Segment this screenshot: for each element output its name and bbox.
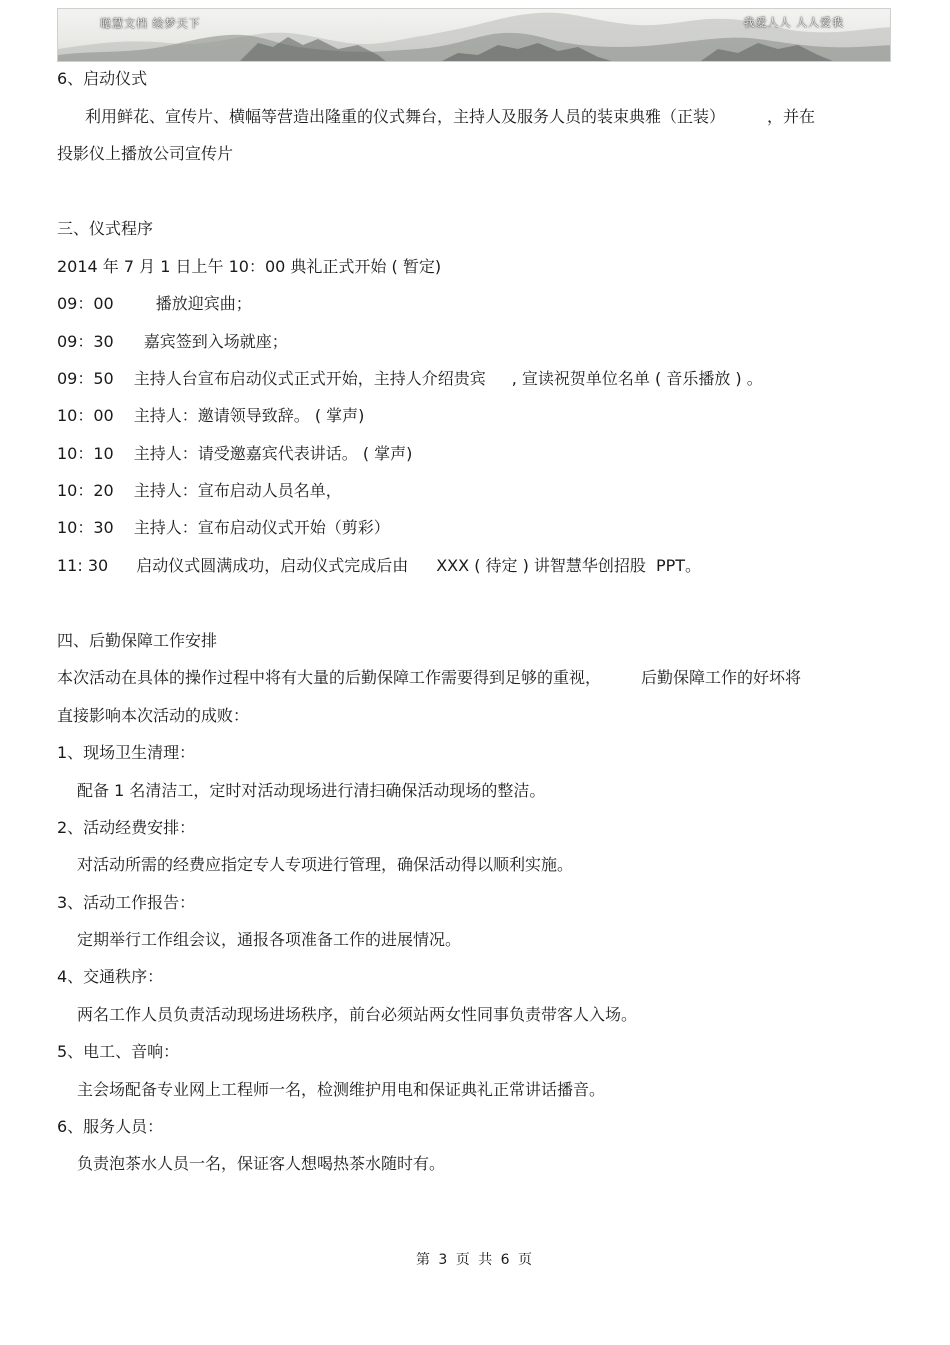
schedule-time: 09：50 [57,369,114,388]
program-date-line: 2014 年 7 月 1 日上午 10：00 典礼正式开始 ( 暂定) [57,257,442,276]
schedule-time: 09：30 [57,332,114,351]
schedule-time: 10：00 [57,406,114,425]
schedule-item [57,369,763,389]
logistics-item-title: 2、活动经费安排： [57,818,196,837]
logistics-heading: 四、后勤保障工作安排 [57,631,218,650]
schedule-text: 主持人台宣布启动仪式正式开始，主持人介绍贵宾 [133,369,486,388]
logistics-item-title: 3、活动工作报告： [57,893,196,912]
schedule-text: 启动仪式圆满成功，启动仪式完成后由 [136,556,409,575]
logistics-item-title: 1、现场卫生清理： [57,743,196,762]
banner-slogan-left: 聪慧文档 绘梦天下 [100,17,201,30]
logistics-item-title: 5、电工、音响： [57,1042,180,1061]
schedule-text-continued: XXX ( 待定 ) 讲智慧华创招股 [436,556,646,575]
launch-paragraph-line2: 投影仪上播放公司宣传片 [57,144,234,163]
launch-paragraph-tail: ，并在 [767,107,816,126]
schedule-item [57,481,342,501]
logistics-item-desc: 对活动所需的经费应指定专人专项进行管理，确保活动得以顺利实施。 [77,855,574,874]
launch-paragraph-line1 [85,107,815,127]
schedule-time: 10：20 [57,481,114,500]
logistics-item-title: 4、交通秩序： [57,967,164,986]
logistics-item-desc: 负责泡茶水人员一名，保证客人想喝热茶水随时有。 [77,1154,446,1173]
schedule-item [57,556,701,576]
schedule-item [57,332,288,352]
header-banner [57,8,891,62]
logistics-intro-line1 [57,668,801,688]
schedule-text: 主持人：宣布启动人员名单， [133,481,342,500]
schedule-text: 嘉宾签到入场就座； [143,332,288,351]
logistics-item-desc: 两名工作人员负责活动现场进场秩序，前台必须站两女性同事负责带客人入场。 [77,1005,638,1024]
launch-heading: 6、启动仪式 [57,69,148,88]
schedule-time: 10：10 [57,444,114,463]
schedule-text: 主持人：宣布启动仪式开始（剪彩） [133,518,390,537]
logistics-item-desc: 配备 1 名清洁工，定时对活动现场进行清扫确保活动现场的整洁。 [77,781,546,800]
logistics-item-title: 6、服务人员： [57,1117,164,1136]
logistics-intro-tail: 后勤保障工作的好坏将 [641,668,802,687]
schedule-text: 主持人：邀请领导致辞。 ( 掌声) [133,406,365,425]
schedule-item [57,518,390,538]
banner-slogan-right: 我爱人人 人人爱我 [743,16,844,29]
schedule-item [57,294,252,314]
schedule-time: 11: 30 [57,556,109,575]
schedule-text: 播放迎宾曲； [155,294,252,313]
logistics-item-desc: 主会场配备专业网上工程师一名，检测维护用电和保证典礼正常讲话播音。 [77,1080,606,1099]
logistics-intro-line2: 直接影响本次活动的成败： [57,706,250,725]
page-number: 第 3 页 共 6 页 [415,1252,535,1268]
schedule-text: 主持人：请受邀嘉宾代表讲话。 ( 掌声) [133,444,413,463]
logistics-item-desc: 定期举行工作组会议，通报各项准备工作的进展情况。 [77,930,462,949]
launch-paragraph-text: 利用鲜花、宣传片、横幅等营造出隆重的仪式舞台，主持人及服务人员的装束典雅（正装） [85,107,726,126]
schedule-item [57,406,364,426]
schedule-time: 10：30 [57,518,114,537]
logistics-intro-text: 本次活动在具体的操作过程中将有大量的后勤保障工作需要得到足够的重视， [57,668,602,687]
schedule-text-ppt: PPT。 [655,556,702,575]
program-heading: 三、仪式程序 [57,219,154,238]
schedule-time: 09：00 [57,294,114,313]
schedule-item [57,444,412,464]
schedule-text-continued: , 宣读祝贺单位名单 ( 音乐播放 ) 。 [511,369,763,388]
